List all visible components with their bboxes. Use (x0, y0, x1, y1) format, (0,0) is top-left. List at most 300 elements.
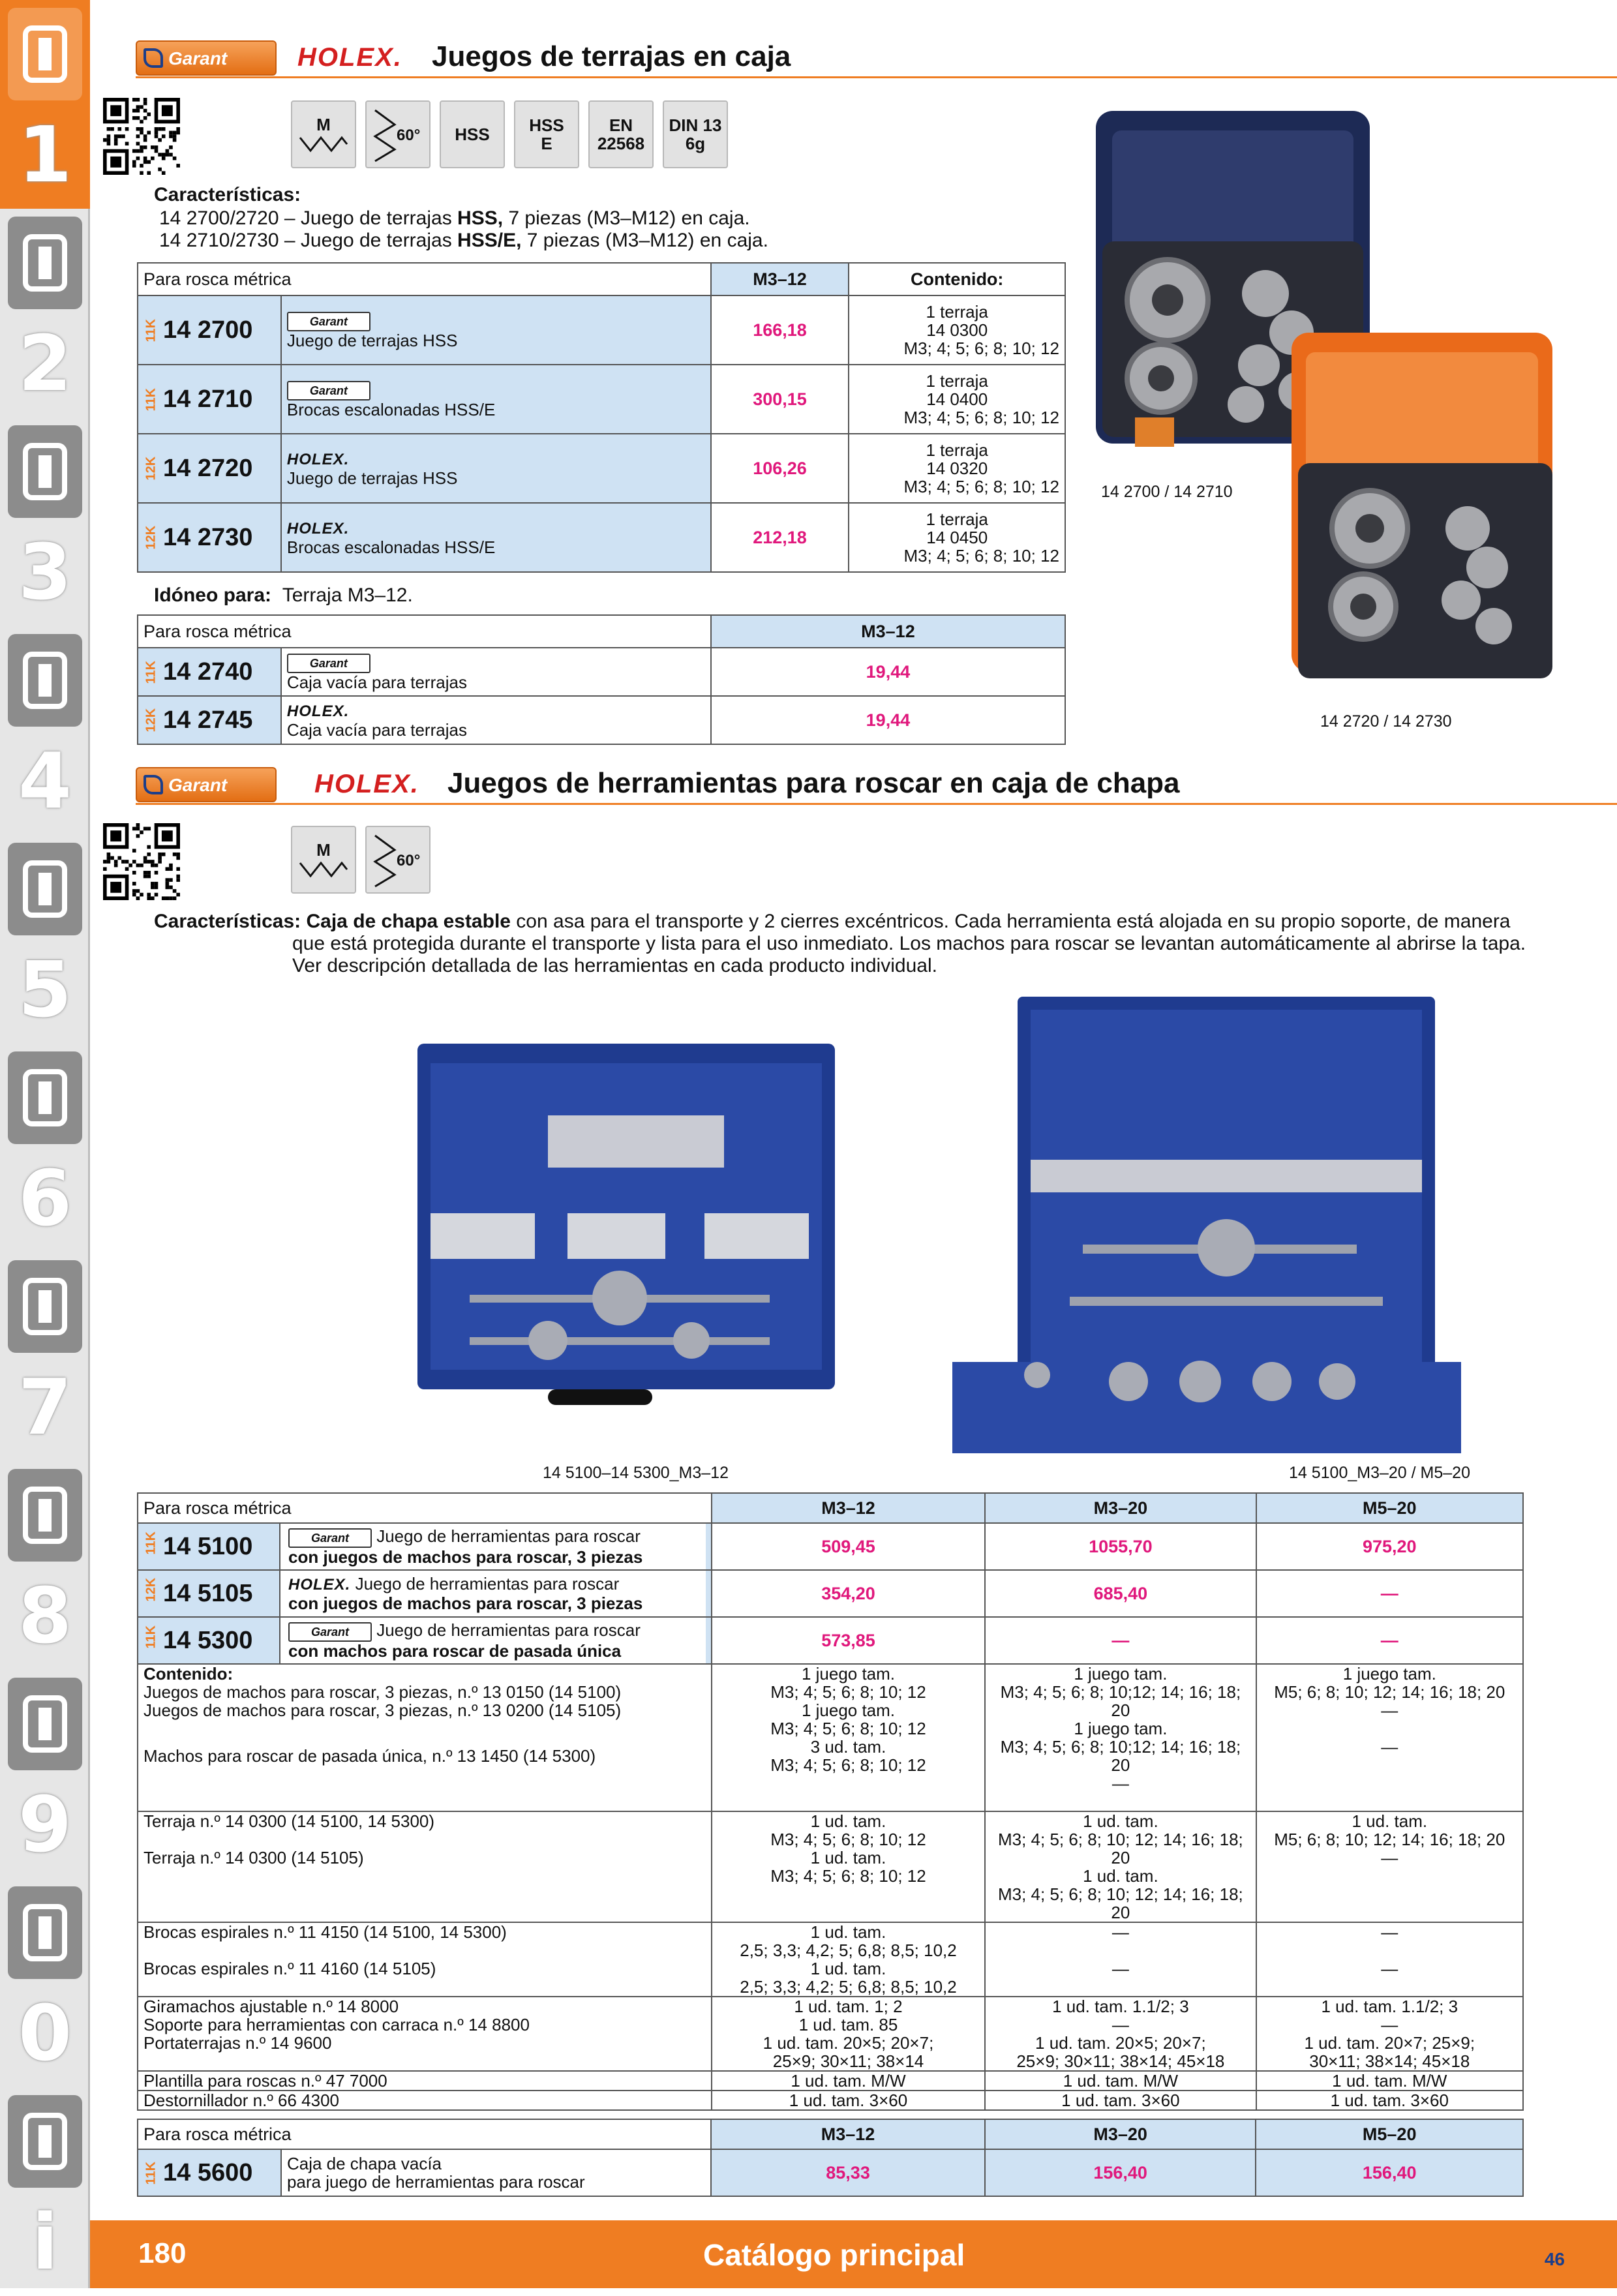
features-label: Características: (154, 184, 301, 205)
product-code-cell (138, 503, 281, 572)
content-label-line: Juegos de machos para roscar, 3 piezas, n.º 13 0150 (14 5100) (144, 1682, 622, 1702)
content-label-line: Portaterrajas n.º 14 9600 (144, 2033, 332, 2053)
sidebar-chapter-number: 5 (18, 944, 72, 1035)
content-row (138, 1811, 1523, 1922)
content-value: 1 juego tam. (1342, 1664, 1436, 1684)
content-line: 14 0400 (926, 389, 988, 409)
content-value: — (1381, 1700, 1398, 1720)
features2: Características: Caja de chapa estable con asa para el transporte y 2 cierres excéntricos. Cada herramienta está alojada en su propio soporte, de manera que está protegida durante el transporte y lista para el uso inmediato. Los machos para roscar se levantan automáticamente al abrirse la tapa. Ver descripción detallada de las herramientas en cada producto individual. (154, 911, 1526, 976)
price-col-1: 573,85 (712, 1617, 985, 1664)
sidebar-chapter-5[interactable] (0, 835, 90, 1044)
content-label (138, 1664, 712, 1811)
table-header-size: M3–12 (711, 615, 1065, 648)
content-label-line: Brocas espirales n.º 11 4160 (14 5105) (144, 1959, 436, 1978)
content-col-2 (985, 2091, 1256, 2110)
content-value: 1 ud. tam. M/W (791, 2071, 906, 2091)
photo-caption-1: 14 2700 / 14 2710 (1101, 483, 1233, 501)
content-value: 1 juego tam. (1074, 1719, 1168, 1738)
content-label (138, 1997, 712, 2071)
sidebar-chapter-4[interactable] (0, 626, 90, 835)
garant-mini-logo: Garant (288, 1622, 372, 1642)
content-value: 2,5; 3,3; 4,2; 5; 6,8; 8,5; 10,2 (740, 1977, 957, 1997)
content-line: 1 terraja (926, 302, 988, 322)
spec-label-2: E (541, 134, 552, 153)
sidebar-chapter-i[interactable] (0, 2087, 90, 2296)
content-value: 1 ud. tam. (810, 1922, 886, 1942)
product-code-cell (138, 1570, 712, 1617)
product-description (281, 503, 711, 572)
content-label (138, 2071, 712, 2091)
content-line: M3; 4; 5; 6; 8; 10; 12 (903, 339, 1059, 358)
price-m5-20: 156,40 (1256, 2149, 1523, 2196)
content-row (138, 1922, 1523, 1997)
content-value: 1 ud. tam. 1; 2 (794, 1997, 903, 2016)
product-code: 14 2710 (163, 385, 253, 413)
product-description (281, 648, 711, 696)
holex-logo: HOLEX. (314, 770, 419, 798)
content-value: 1 juego tam. (1074, 1664, 1168, 1684)
content-value (1262, 1756, 1517, 1774)
price: 19,44 (711, 648, 1065, 696)
description-text: Brocas escalonadas HSS/E (286, 399, 496, 419)
table-row[interactable] (138, 295, 1065, 365)
content-col-1 (712, 2091, 985, 2110)
content-label-line: Machos para roscar de pasada única, n.º 13 1450 (14 5300) (144, 1746, 596, 1766)
chapter-sidebar (0, 0, 90, 2288)
product-code: 14 5300 (163, 1626, 253, 1654)
price-col-3: — (1256, 1570, 1523, 1617)
safety-icon (8, 1886, 82, 1979)
content-label-line: Destornillador n.º 66 4300 (144, 2091, 340, 2110)
content-value: 1 ud. tam. (810, 1959, 886, 1978)
content-value: — (1111, 2015, 1129, 2034)
content-value: — (1381, 2015, 1398, 2034)
content-label-line (144, 1978, 706, 1996)
price-col-1: 354,20 (712, 1570, 985, 1617)
content-value: M3; 4; 5; 6; 8; 10; 12 (770, 1866, 926, 1886)
table-header-m5-20: M5–20 (1256, 1493, 1523, 1523)
description-bold: con machos para roscar de pasada única (288, 1640, 622, 1661)
garant-mini-logo: Garant (287, 312, 370, 331)
sidebar-chapter-number: 1 (18, 110, 72, 200)
feature-post: 7 piezas (M3–M12) en caja. (503, 207, 750, 229)
table-row[interactable] (138, 696, 1065, 744)
spec-label: EN (609, 115, 633, 135)
content-col-3 (1256, 1922, 1523, 1997)
price-group-tag: 12K (144, 456, 159, 480)
content-value: 1 ud. tam. M/W (1332, 2071, 1447, 2091)
thread-profile-icon (297, 859, 350, 879)
product-description: Caja de chapa vacía para juego de herramientas para roscar (281, 2149, 711, 2196)
table-row[interactable] (138, 1617, 1523, 1664)
content-value (991, 1941, 1250, 1959)
sidebar-chapter-1[interactable] (0, 0, 90, 209)
spec-label: DIN 13 (669, 115, 722, 135)
content-col-1 (712, 1922, 985, 1997)
sidebar-chapter-number: 4 (18, 736, 72, 826)
description-text: Juego de herramientas para roscar (372, 1620, 641, 1640)
sidebar-chapter-number: 9 (18, 1779, 72, 1869)
product-code-cell (138, 1617, 712, 1664)
sidebar-chapter-number: 7 (18, 1362, 72, 1452)
content-value: 1 juego tam. (801, 1700, 896, 1720)
description-text: Caja vacía para terrajas (286, 672, 467, 692)
product-code: 14 2730 (163, 523, 253, 551)
content-value: 1 juego tam. (801, 1664, 896, 1684)
content-label-line (144, 1867, 706, 1885)
table-row[interactable] (138, 1523, 1523, 1570)
content-col-1 (712, 1997, 985, 2071)
price-col-1: 509,45 (712, 1523, 985, 1570)
description-bold: con juegos de machos para roscar, 3 piezas (288, 1547, 643, 1567)
garant-mini-logo: Garant (287, 381, 370, 400)
content-col-2 (985, 1664, 1256, 1811)
spec-label: M (316, 840, 331, 860)
holex-mini-logo: HOLEX. (286, 451, 350, 468)
content-line: M3; 4; 5; 6; 8; 10; 12 (903, 408, 1059, 427)
feature-pre: Juego de terrajas (300, 207, 458, 229)
photo-caption-2: 14 2720 / 14 2730 (1320, 712, 1452, 731)
content-value: — (1111, 1959, 1129, 1978)
content-line: 1 terraja (926, 509, 988, 529)
content-value: M3; 4; 5; 6; 8; 10;12; 14; 16; 18; 20 (1000, 1737, 1241, 1775)
garant-logo: Garant (136, 40, 277, 76)
sidebar-chapter-number: 0 (18, 1988, 72, 2078)
content-line: M3; 4; 5; 6; 8; 10; 12 (903, 477, 1059, 496)
content-label-line: Plantilla para roscas n.º 47 7000 (144, 2071, 387, 2091)
table-row[interactable] (138, 434, 1065, 503)
price-group-tag: 12K (144, 708, 159, 732)
content-value: M3; 4; 5; 6; 8; 10;12; 14; 16; 18; 20 (1000, 1682, 1241, 1720)
suitable-line: Idóneo para: Terraja M3–12. (154, 584, 413, 606)
table-header-label: Para rosca métrica (138, 615, 711, 648)
pliers-icon (8, 1260, 82, 1353)
product-photo-tool-box-1 (417, 1037, 835, 1428)
content-line: 1 terraja (926, 371, 988, 391)
section1-title: Juegos de terrajas en caja (432, 40, 791, 72)
holex-mini-logo: HOLEX. (288, 1576, 351, 1594)
content-label (138, 1811, 712, 1922)
product-code: 14 2740 (163, 657, 253, 686)
content-value: 1 ud. tam. (1083, 1866, 1158, 1886)
table-header-m3-12: M3–12 (712, 1493, 985, 1523)
content-value (1262, 1867, 1517, 1885)
cutter-icon (8, 217, 82, 309)
content-value: 1 ud. tam. (810, 1848, 886, 1867)
content-label-line (144, 1765, 706, 1783)
table-header-content: Contenido: (849, 263, 1065, 295)
page-number: 180 (138, 2237, 187, 2269)
content-value: — (1381, 1959, 1398, 1978)
content-label (138, 1922, 712, 1997)
price-m3-20: 156,40 (985, 2149, 1256, 2196)
content-label-line: Brocas espirales n.º 11 4150 (14 5100, 14 5300) (144, 1922, 507, 1942)
content-value: 1 ud. tam. (810, 1811, 886, 1831)
description-bold: con juegos de machos para roscar, 3 piezas (288, 1594, 643, 1613)
sidebar-chapter-9[interactable] (0, 1670, 90, 1879)
tap-icon (8, 425, 82, 518)
table-row[interactable] (138, 365, 1065, 434)
qr-code-icon[interactable] (103, 823, 180, 900)
price: 19,44 (711, 696, 1065, 744)
content-value: 1 ud. tam. 85 (798, 2015, 898, 2034)
product-description (281, 696, 711, 744)
sidebar-chapter-number: i (31, 2197, 59, 2287)
product-table-4 (137, 2119, 1524, 2197)
holex-mini-logo: HOLEX. (286, 520, 350, 537)
product-description (281, 295, 711, 365)
price: 300,15 (711, 365, 849, 434)
content-label-line (144, 2052, 706, 2070)
spec-label-2: 6g (685, 134, 706, 153)
product-code: 14 2720 (163, 454, 253, 482)
price-group-tag: 12K (144, 1577, 159, 1601)
content-value: — (1381, 1922, 1398, 1942)
price-m3-12: 85,33 (711, 2149, 985, 2196)
product-code: 14 2700 (163, 316, 253, 344)
content-value: M5; 6; 8; 10; 12; 14; 16; 18; 20 (1274, 1682, 1505, 1702)
price-col-2: 1055,70 (985, 1523, 1256, 1570)
description-text: Juego de terrajas HSS (286, 468, 458, 488)
product-table-2 (137, 614, 1066, 745)
table-header-label: Para rosca métrica (138, 2119, 711, 2149)
content-value: 1 ud. tam. (1352, 1811, 1428, 1831)
content-value: 1 ud. tam. (1083, 1811, 1158, 1831)
feature-bold: HSS/E, (457, 230, 522, 251)
spec-icon-0 (291, 826, 356, 894)
feature-pre: Juego de terrajas (300, 230, 458, 251)
content-row (138, 2091, 1523, 2110)
qr-code-icon[interactable] (103, 98, 180, 175)
price-group-tag: 11K (144, 387, 159, 411)
product-description (281, 365, 711, 434)
content-value: M3; 4; 5; 6; 8; 10; 12 (770, 1755, 926, 1775)
cabinet-icon (8, 1678, 82, 1770)
wrench-icon (8, 1051, 82, 1144)
content-value (1262, 1978, 1517, 1996)
product-code-cell (138, 1523, 712, 1570)
thread-profile-icon (297, 134, 350, 153)
caliper-icon (8, 634, 82, 727)
content-value: 2,5; 3,3; 4,2; 5; 6,8; 8,5; 10,2 (740, 1941, 957, 1960)
garant-mini-logo: Garant (288, 1528, 372, 1548)
content-cell (849, 365, 1065, 434)
content-line: 14 0320 (926, 459, 988, 478)
price-group-tag: 11K (144, 660, 159, 684)
content-value: M3; 4; 5; 6; 8; 10; 12 (770, 1830, 926, 1849)
product-code-cell (138, 648, 281, 696)
price: 106,26 (711, 434, 849, 503)
product-code: 14 5105 (163, 1579, 253, 1607)
sidebar-chapter-number: 3 (18, 527, 72, 617)
content-value: 1 ud. tam. 3×60 (1061, 2091, 1180, 2110)
product-code-cell (138, 434, 281, 503)
price-group-tag: 11K (144, 1531, 159, 1554)
table-header-m3-20: M3–20 (985, 1493, 1256, 1523)
spec-icon-3 (514, 100, 579, 168)
section2-title: Juegos de herramientas para roscar en caja de chapa (447, 767, 1180, 799)
garant-mini-logo: Garant (287, 654, 370, 673)
holex-logo: HOLEX. (297, 43, 402, 72)
description-text: Juego de herramientas para roscar (372, 1526, 641, 1547)
drill-icon (8, 8, 82, 100)
content-value: 30×11; 38×14; 45×18 (1309, 2051, 1470, 2071)
content-label-line: Terraja n.º 14 0300 (14 5100, 14 5300) (144, 1811, 435, 1831)
feature-codes: 14 2710/2730 – (159, 230, 295, 251)
content-value: 3 ud. tam. (810, 1737, 886, 1757)
price: 166,18 (711, 295, 849, 365)
page-footer (90, 2220, 1617, 2288)
content-col-2 (985, 1811, 1256, 1922)
product-code-cell (138, 696, 281, 744)
table-header-m3-20: M3–20 (985, 2119, 1256, 2149)
table-row[interactable] (138, 1570, 1523, 1617)
content-value: M3; 4; 5; 6; 8; 10; 12; 14; 16; 18; 20 (997, 1830, 1243, 1867)
product-photo-orange-case (1278, 313, 1565, 698)
feature-line (159, 230, 768, 252)
content-value: 25×9; 30×11; 38×14; 45×18 (1016, 2051, 1225, 2071)
description-text: Brocas escalonadas HSS/E (286, 537, 496, 557)
spec-icon-1 (365, 826, 431, 894)
content-col-3 (1256, 2071, 1523, 2091)
content-value: 1 ud. tam. 3×60 (1330, 2091, 1449, 2110)
content-col-3 (1256, 2091, 1523, 2110)
content-value: M5; 6; 8; 10; 12; 14; 16; 18; 20 (1274, 1830, 1505, 1849)
spec-label: 60° (397, 127, 421, 144)
content-value: — (1111, 1922, 1129, 1942)
content-value: 1 ud. tam. M/W (1063, 2071, 1178, 2091)
content-value: 1 ud. tam. 20×7; 25×9; (1304, 2033, 1475, 2053)
description-text: Caja vacía para terrajas (286, 720, 467, 740)
content-cell (849, 434, 1065, 503)
spec-label: M (316, 115, 331, 134)
content-value: M3; 4; 5; 6; 8; 10; 12 (770, 1682, 926, 1702)
description-text: Juego de herramientas para roscar (350, 1574, 620, 1594)
sidebar-chapter-number: 8 (18, 1571, 72, 1661)
spec-label: HSS (529, 115, 564, 135)
content-label-line: Juegos de machos para roscar, 3 piezas, n.º 13 0200 (14 5105) (144, 1700, 622, 1720)
photo-caption-4: 14 5100_M3–20 / M5–20 (1289, 1464, 1470, 1482)
table-header-label: Para rosca métrica (138, 1493, 712, 1523)
product-description (281, 434, 711, 503)
spec-label: 60° (397, 852, 421, 869)
garant-logo: Garant (136, 767, 277, 802)
section2-header (136, 764, 1617, 805)
content-value: M3; 4; 5; 6; 8; 10; 12; 14; 16; 18; 20 (997, 1884, 1243, 1922)
content-col-3 (1256, 1811, 1523, 1922)
table-row[interactable] (138, 503, 1065, 572)
sidebar-chapter-2[interactable] (0, 209, 90, 417)
price-group-tag: 12K (144, 525, 159, 549)
content-row (138, 1664, 1523, 1811)
spec-label: HSS (455, 125, 490, 144)
content-label-line: Giramachos ajustable n.º 14 8000 (144, 1997, 399, 2016)
price-col-2: 685,40 (985, 1570, 1256, 1617)
spec-icon-4 (588, 100, 654, 168)
sidebar-chapter-number: 2 (18, 318, 72, 408)
sidebar-chapter-0[interactable] (0, 1879, 90, 2087)
sidebar-chapter-8[interactable] (0, 1461, 90, 1670)
content-value: — (1381, 1848, 1398, 1867)
table-header-size: M3–12 (711, 263, 849, 295)
content-value (991, 1792, 1250, 1811)
grinder-icon (8, 843, 82, 935)
content-value: 1 ud. tam. 3×60 (789, 2091, 908, 2110)
table-header-m3-12: M3–12 (711, 2119, 985, 2149)
content-value (1262, 1941, 1517, 1959)
content-col-2 (985, 2071, 1256, 2091)
holex-mini-logo: HOLEX. (286, 702, 350, 720)
spec-icon-5 (663, 100, 728, 168)
photo-caption-3: 14 5100–14 5300_M3–12 (543, 1464, 729, 1482)
content-label-line (144, 1729, 706, 1747)
sidebar-chapter-7[interactable] (0, 1252, 90, 1461)
product-table-3 (137, 1492, 1524, 2111)
price: 212,18 (711, 503, 849, 572)
spec-icon-0 (291, 100, 356, 168)
product-table-1 (137, 262, 1066, 573)
product-code: 14 2745 (163, 706, 253, 734)
price-col-2: — (985, 1617, 1256, 1664)
content-cell (849, 295, 1065, 365)
content-value: M3; 4; 5; 6; 8; 10; 12 (770, 1719, 926, 1738)
content-value (991, 1978, 1250, 1996)
content-value (1262, 1719, 1517, 1738)
content-value: 1 ud. tam. 20×5; 20×7; (763, 2033, 934, 2053)
content-label-line (144, 1941, 706, 1959)
content-col-2 (985, 1922, 1256, 1997)
content-value: 1 ud. tam. 1.1/2; 3 (1052, 1997, 1189, 2016)
content-line: 14 0450 (926, 528, 988, 547)
catalog-title: Catálogo principal (703, 2238, 965, 2272)
sidebar-chapter-3[interactable] (0, 417, 90, 626)
spec-label-2: 22568 (597, 134, 645, 153)
feature-codes: 14 2700/2720 – (159, 207, 295, 229)
feature-post: 7 piezas (M3–M12) en caja. (521, 230, 768, 251)
price-group-tag: 11K (144, 318, 159, 342)
table-row[interactable] (138, 2149, 1523, 2196)
content-cell (849, 503, 1065, 572)
sidebar-chapter-number: 6 (18, 1153, 72, 1243)
content-col-1 (712, 2071, 985, 2091)
content-heading: Contenido: (144, 1664, 234, 1684)
content-col-3 (1256, 1997, 1523, 2071)
content-value: 1 ud. tam. 20×5; 20×7; (1035, 2033, 1206, 2053)
content-label (138, 2091, 712, 2110)
feature-bold: HSS, (457, 207, 504, 229)
content-col-2 (985, 1997, 1256, 2071)
product-code-cell (138, 365, 281, 434)
content-label-line: Soporte para herramientas con carraca n.º 14 8800 (144, 2015, 530, 2034)
content-value: 1 ud. tam. 1.1/2; 3 (1321, 1997, 1458, 2016)
table-row[interactable] (138, 648, 1065, 696)
content-line: M3; 4; 5; 6; 8; 10; 12 (903, 546, 1059, 566)
product-code-cell (138, 295, 281, 365)
sidebar-chapter-6[interactable] (0, 1044, 90, 1252)
description-text: Juego de terrajas HSS (286, 330, 458, 350)
spec-icon-1 (365, 100, 431, 168)
price-col-3: 975,20 (1256, 1523, 1523, 1570)
content-col-3 (1256, 1664, 1523, 1811)
feature-line (159, 207, 750, 230)
content-col-1 (712, 1664, 985, 1811)
content-value: 25×9; 30×11; 38×14 (772, 2051, 924, 2071)
price-col-3: — (1256, 1617, 1523, 1664)
price-group-tag: 11K (144, 1625, 159, 1648)
toolbox-icon (8, 1469, 82, 1562)
page-index: 46 (1544, 2249, 1565, 2269)
info-icon (8, 2095, 82, 2188)
